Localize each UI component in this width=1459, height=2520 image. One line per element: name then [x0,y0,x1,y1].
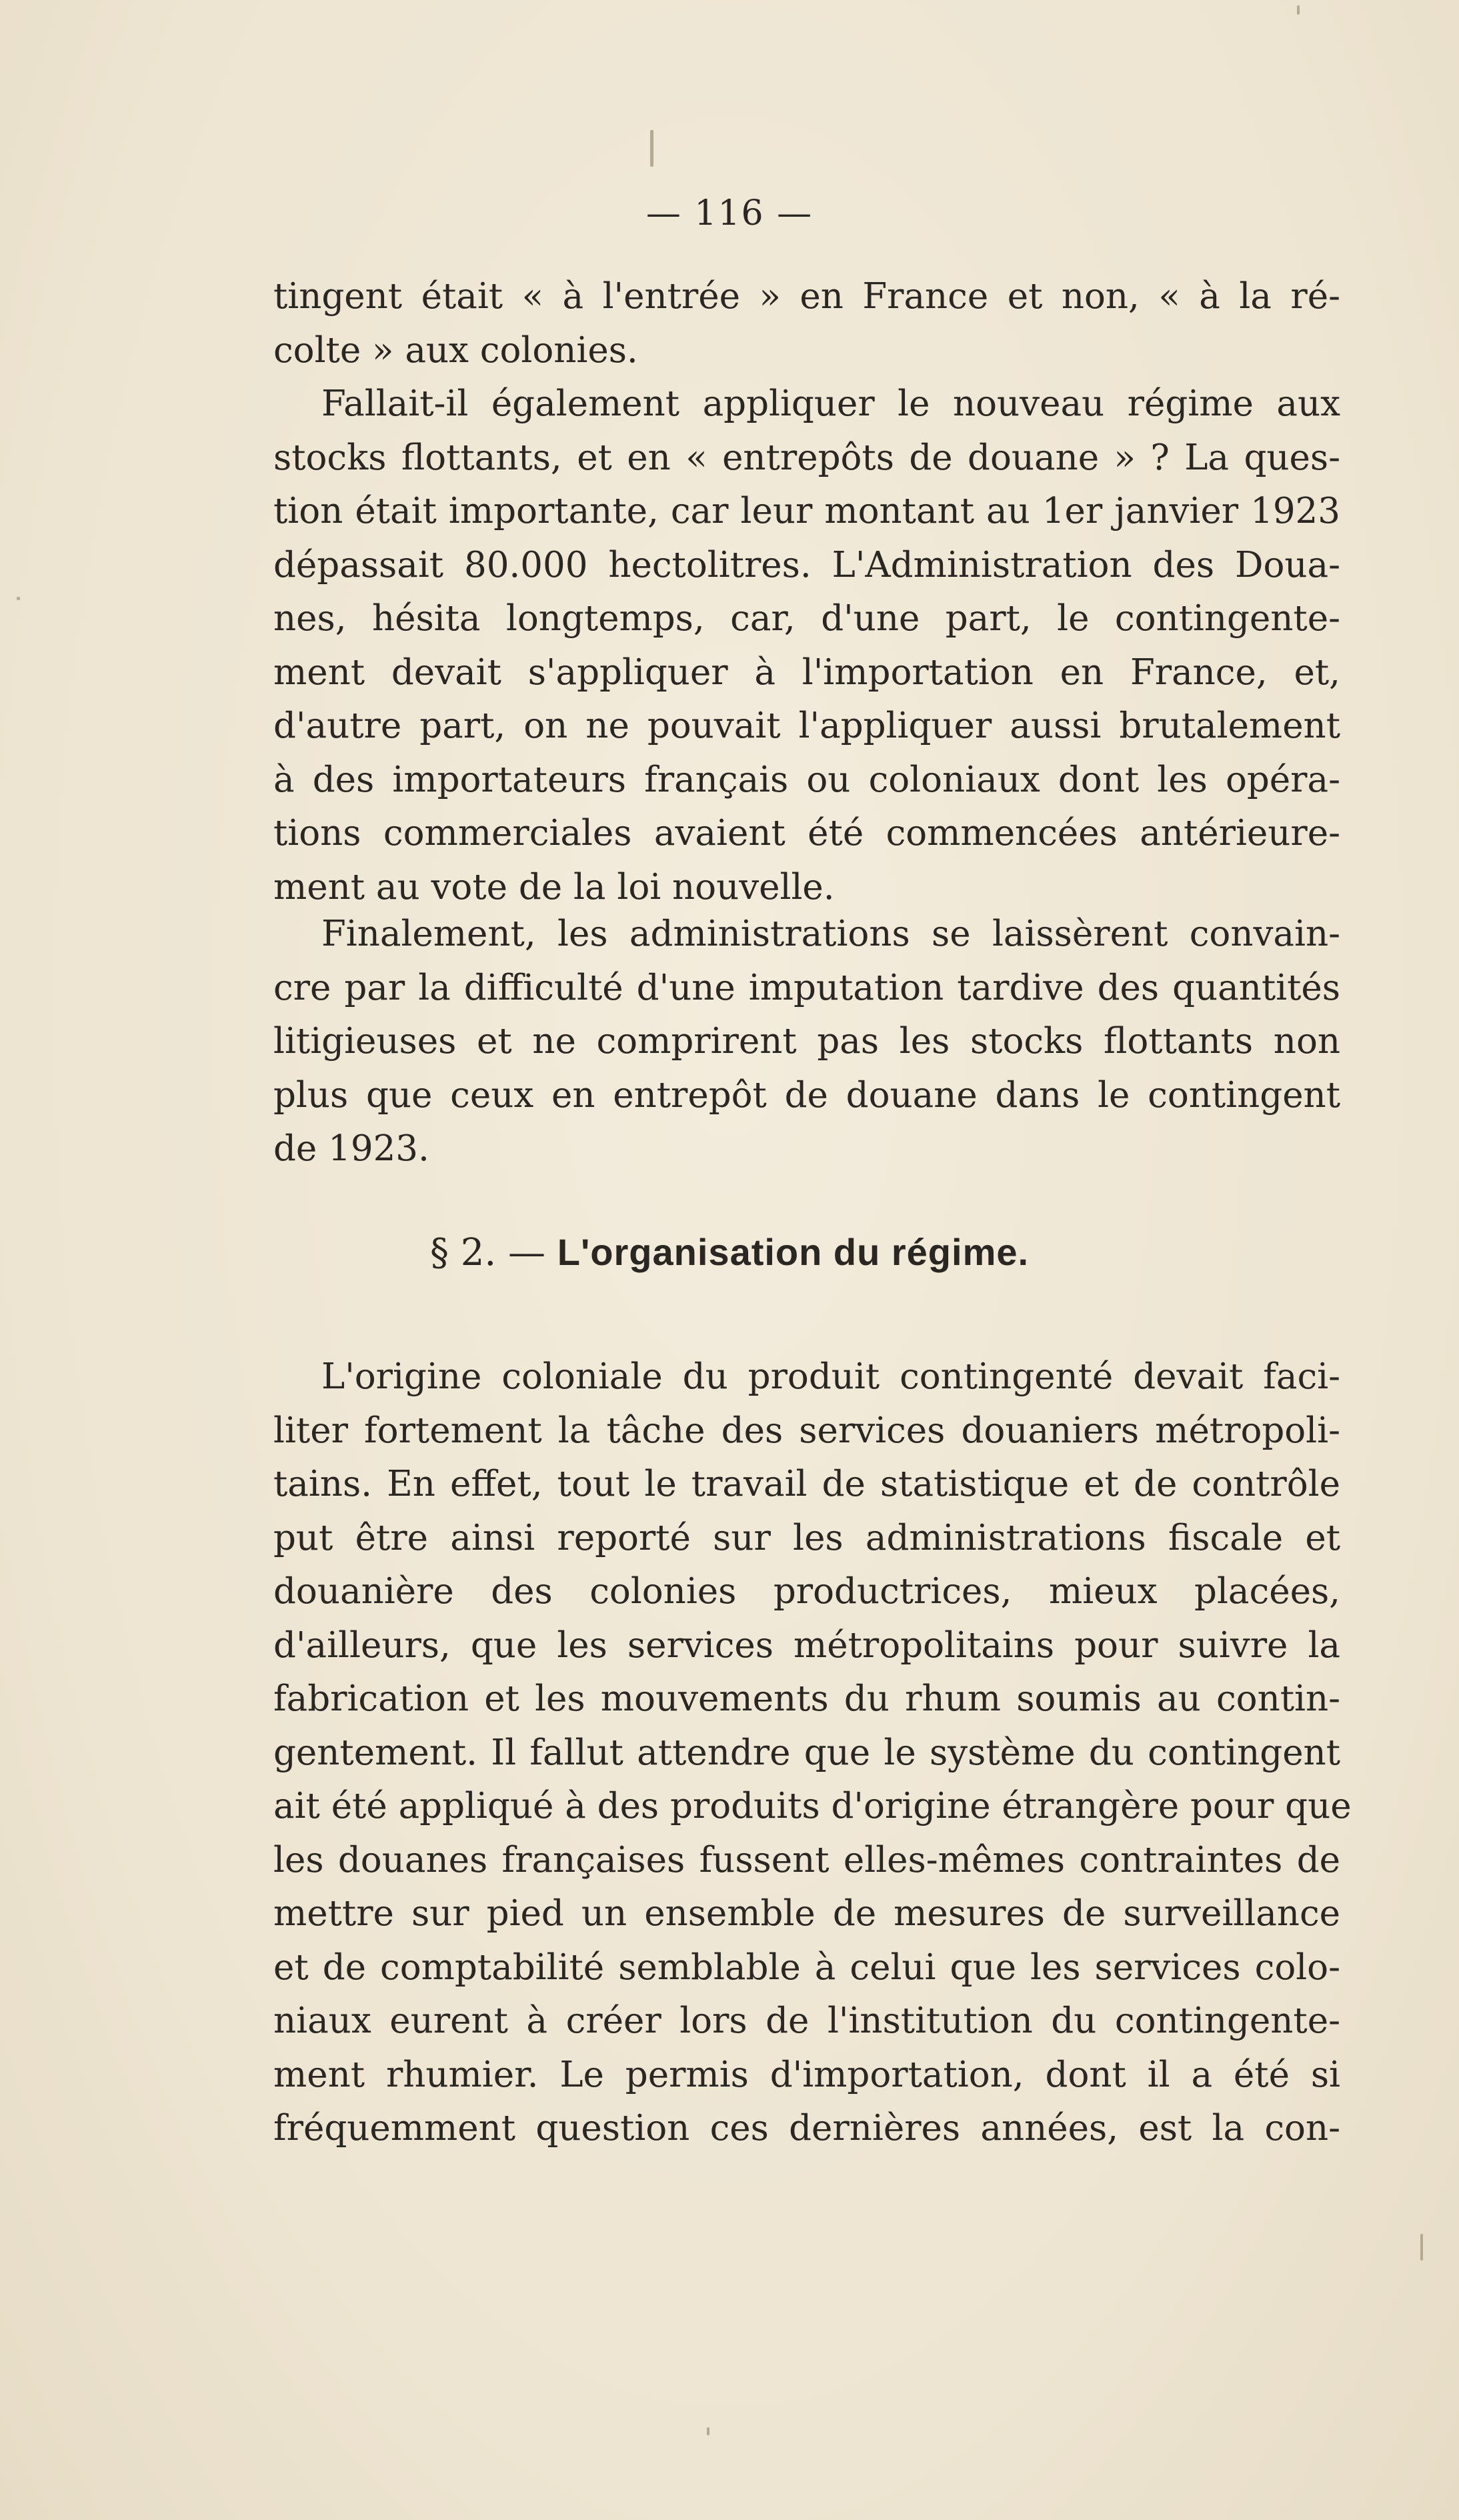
text-line: nes, hésita longtemps, car, d'une part, le contingente- [273,598,1340,639]
text-line: fréquemment question ces dernières années, est la con- [273,2108,1340,2149]
section-number: § 2. — [429,1231,545,1274]
text-line: fabrication et les mouvements du rhum soumis au contin- [273,1678,1340,1719]
text-line: douanière des colonies productrices, mieux placées, [273,1571,1340,1612]
text-block-upper [273,270,1340,914]
text-line: tingent était « à l'entrée » en France et non, « à la ré- [273,276,1340,317]
text-line: liter fortement la tâche des services douaniers métropoli- [273,1410,1340,1451]
text-line: les douanes françaises fussent elles-mêmes contraintes de [273,1839,1340,1880]
text-line: L'origine coloniale du produit contingenté devait faci- [321,1356,1340,1397]
text-line: tion était importante, car leur montant au 1er janvier 1923 [273,491,1340,531]
text-line: niaux eurent à créer lors de l'institution du contingente- [273,2001,1340,2041]
paragraph-origine [273,1350,1352,2156]
paper-speck [650,130,653,167]
text-line: stocks flottants, et en « entrepôts de douane » ? La ques- [273,437,1340,478]
text-line: Fallait-il également appliquer le nouveau régime aux [321,383,1340,424]
text-line: plus que ceux en entrepôt de douane dans le contingent [273,1074,1340,1116]
text-line: de 1923. [273,1128,429,1169]
paper-speck [1420,2234,1423,2261]
section-title: L'organisation du régime. [557,1231,1030,1273]
text-line: ait été appliqué à des produits d'origine étrangère pour que [273,1786,1352,1826]
text-line: cre par la difficulté d'une imputation tardive des quantités [273,967,1340,1008]
text-line: colte » aux colonies. [273,329,638,371]
text-block-section [273,1350,1352,2156]
text-line: d'ailleurs, que les services métropolitains pour suivre la [273,1624,1340,1666]
text-line: à des importateurs français ou coloniaux dont les opéra- [273,759,1340,800]
paper-speck [707,2427,709,2435]
paragraph-finalement [273,908,1340,1176]
section-heading [0,1230,1459,1274]
text-line: put être ainsi reporté sur les administrations fiscale et [273,1517,1340,1558]
text-line: litigieuses et ne comprirent pas les stocks flottants non [273,1021,1340,1062]
paragraph-stocks [273,377,1340,914]
text-line: ment devait s'appliquer à l'importation en France, et, [273,652,1340,693]
text-line: mettre sur pied un ensemble de mesures de surveillance [273,1893,1340,1934]
text-line: ment rhumier. Le permis d'importation, dont il a été si [273,2054,1340,2095]
text-line: et de comptabilité semblable à celui que les services colo- [273,1947,1340,1988]
page-number: — 116 — [645,193,814,233]
text-line: dépassait 80.000 hectolitres. L'Administration des Doua- [273,544,1340,585]
text-line: ment au vote de la loi nouvelle. [273,866,835,908]
text-line: Finalement, les administrations se laissèrent convain- [321,914,1340,954]
paragraph-continued [273,270,1340,377]
text-line: gentement. Il fallut attendre que le système du contingent [273,1732,1340,1773]
text-block-finalement [273,908,1340,1176]
paper-speck [1297,5,1300,15]
text-line: tains. En effet, tout le travail de statistique et de contrôle [273,1464,1340,1504]
paper-speck [17,597,20,600]
text-line: tions commerciales avaient été commencées antérieure- [273,813,1340,854]
text-line: d'autre part, on ne pouvait l'appliquer aussi brutalement [273,706,1340,746]
